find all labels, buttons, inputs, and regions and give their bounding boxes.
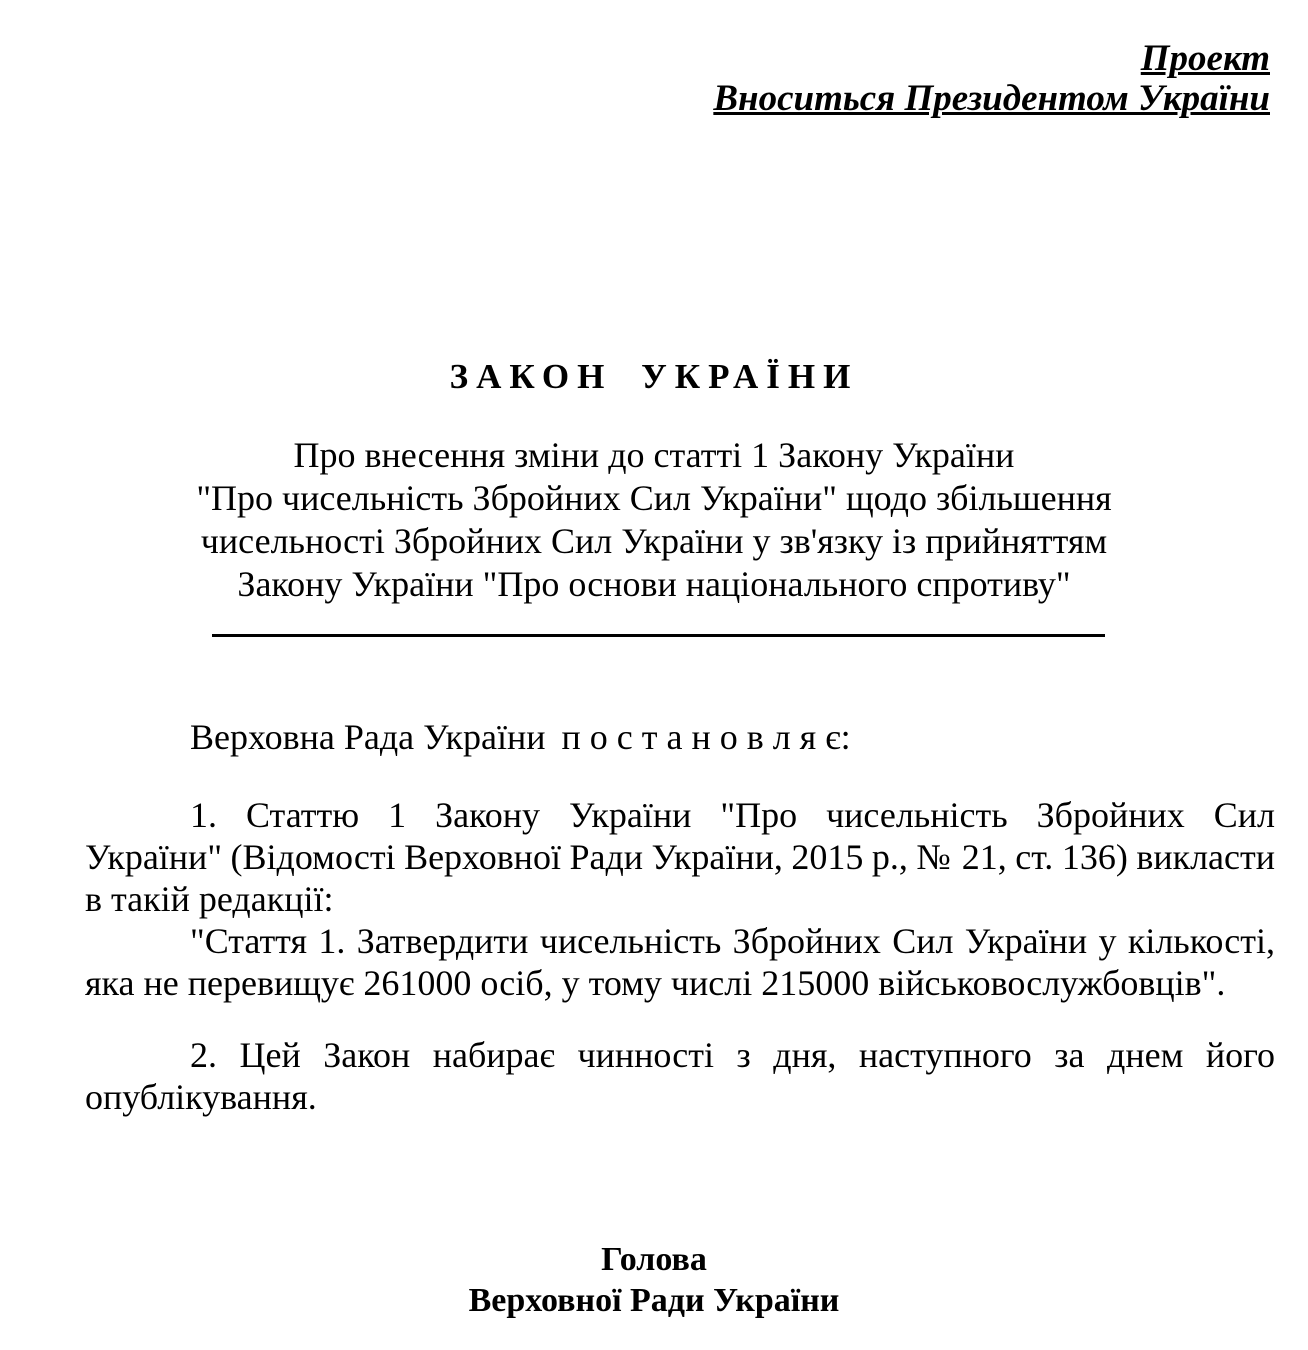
signature-block — [0, 1239, 1308, 1321]
document-title: ЗАКОН УКРАЇНИ — [449, 357, 859, 396]
paragraph-2 — [85, 1034, 1275, 1118]
signature-title: Голова — [601, 1241, 707, 1278]
paragraph-2-line: опублікування. — [85, 1077, 317, 1117]
header-draft-label: Проект — [1140, 38, 1270, 79]
subtitle-line: чисельності Збройних Сил України у зв'язку із прийняттям — [200, 521, 1108, 561]
signature-institution: Верховної Ради України — [468, 1282, 840, 1319]
quoted-article-line: "Стаття 1. Затвердити чисельність Збройних Сил України у кількості, — [190, 921, 1275, 961]
paragraph-1-line: 1. Статтю 1 Закону України "Про чисельність Збройних Сил — [190, 795, 1275, 835]
header-note — [713, 39, 1270, 119]
paragraph-2-line: 2. Цей Закон набирає чинності з дня, наступного за днем його — [190, 1035, 1275, 1075]
subtitle-line: Закону України "Про основи національного спротиву" — [237, 564, 1071, 604]
paragraph-1-and-quote — [85, 794, 1275, 1004]
enactment-line — [85, 716, 1275, 758]
enactment-verb: п о с т а н о в л я є: — [561, 717, 851, 757]
paragraph-1-line: України" (Відомості Верховної Ради України, 2015 р., № 21, ст. 136) викласти — [85, 837, 1275, 877]
enactment-lead: Верховна Рада України — [190, 717, 546, 757]
quoted-article-line: яка не перевищує 261000 осіб, у тому числі 215000 військовослужбовців". — [85, 963, 1226, 1003]
paragraph-1-line: в такій редакції: — [85, 879, 334, 919]
subtitle-line: "Про чисельність Збройних Сил України" щодо збільшення — [196, 478, 1112, 518]
separator-rule — [212, 634, 1105, 637]
header-submitted-by: Вноситься Президентом України — [713, 78, 1270, 119]
subtitle-line: Про внесення зміни до статті 1 Закону України — [293, 435, 1015, 475]
document-subtitle — [59, 434, 1249, 606]
